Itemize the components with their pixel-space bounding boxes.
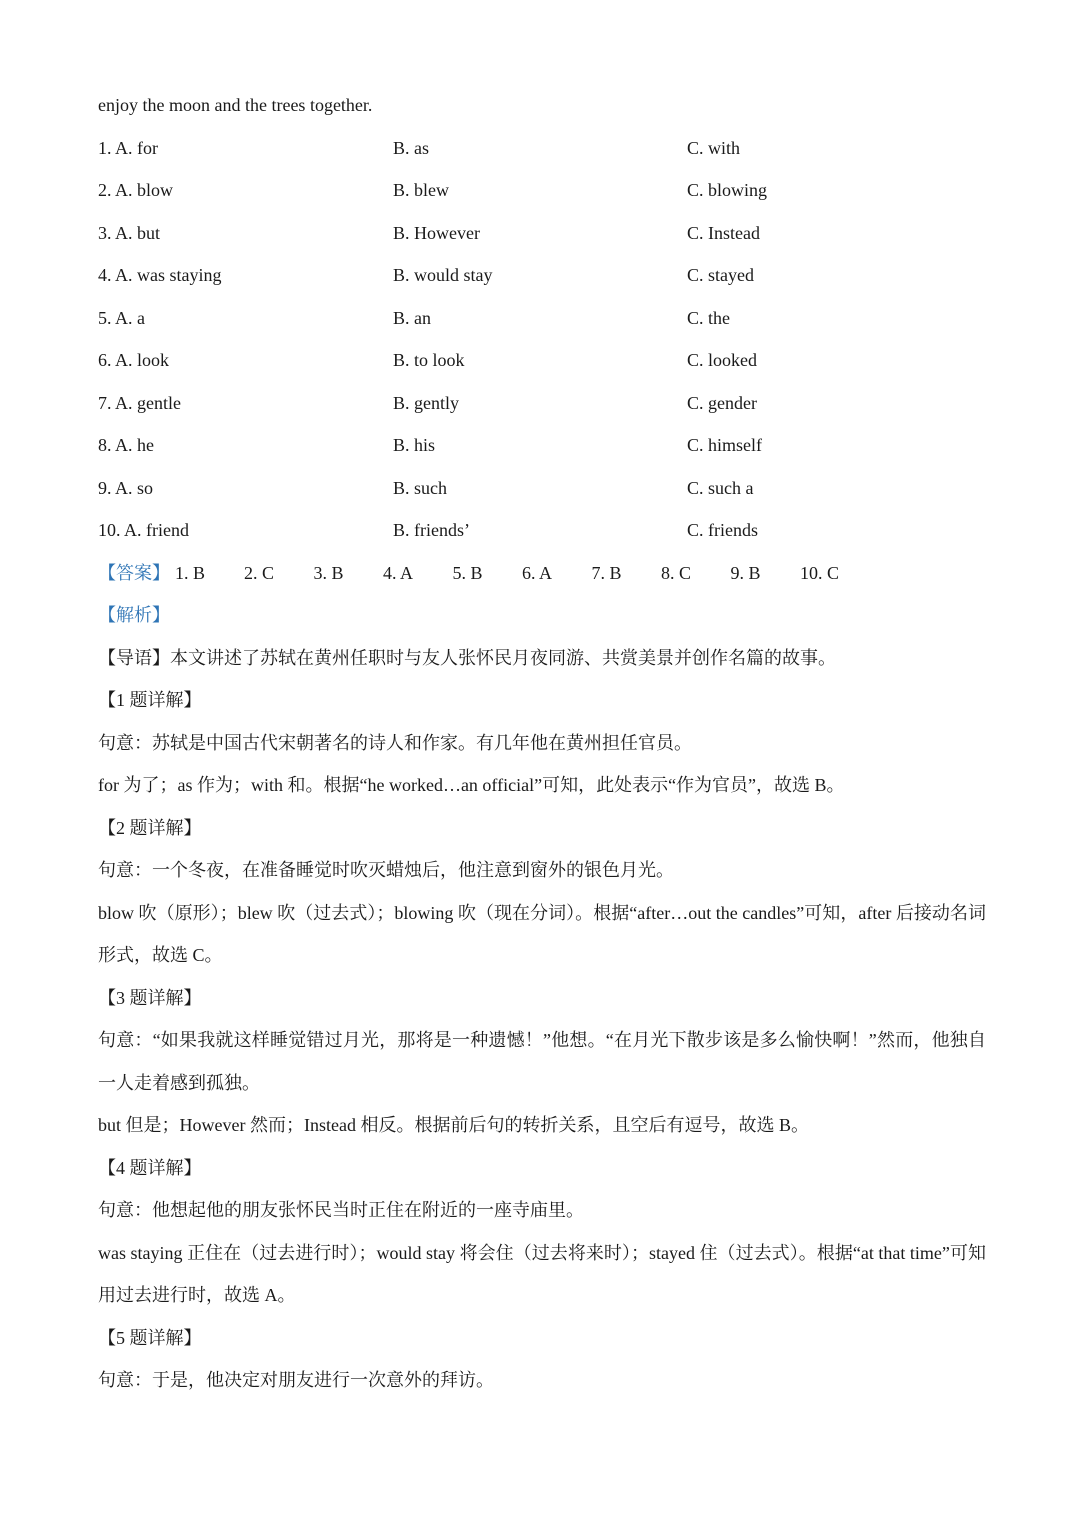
option-c: C. blowing bbox=[687, 180, 768, 200]
detail-heading: 【1 题详解】 bbox=[98, 690, 202, 710]
option-b: B. such bbox=[393, 477, 447, 498]
option-b: B. his bbox=[393, 435, 436, 455]
option-a: 8. A. he bbox=[98, 435, 154, 455]
question-list bbox=[98, 127, 986, 552]
question-row bbox=[98, 509, 986, 552]
answer-label: 【答案】 bbox=[98, 562, 170, 583]
detail-meaning: 句意：他想起他的朋友张怀民当时正住在附近的一座寺庙里。 bbox=[98, 1200, 584, 1220]
option-b: B. to look bbox=[393, 350, 465, 370]
option-a: 1. A. for bbox=[98, 137, 158, 158]
option-b: B. blew bbox=[393, 180, 449, 200]
detail-meaning: 句意：“如果我就这样睡觉错过月光，那将是一种遗憾！”他想。“在月光下散步该是多么愉快啊！”然而，他独自一人走着感到孤独。 bbox=[98, 1030, 986, 1093]
document-page bbox=[98, 84, 986, 1402]
option-c: C. gender bbox=[687, 392, 757, 413]
answer-item: 3. B bbox=[313, 562, 344, 583]
option-b: B. However bbox=[393, 222, 480, 243]
detail-explain: was staying 正住在（过去进行时）；would stay 将会住（过去将来时）；stayed 住（过去式）。根据“at that time”可知用过去进行时，故选 A。 bbox=[98, 1242, 986, 1305]
question-row bbox=[98, 467, 986, 510]
option-b: B. would stay bbox=[393, 265, 493, 285]
question-row bbox=[98, 382, 986, 425]
question-row bbox=[98, 339, 986, 382]
answer-item: 9. B bbox=[730, 562, 761, 583]
analysis-label: 【解析】 bbox=[98, 605, 170, 625]
option-a: 10. A. friend bbox=[98, 520, 189, 540]
option-a: 6. A. look bbox=[98, 350, 170, 370]
option-c: C. friends bbox=[687, 520, 758, 540]
answer-item: 10. C bbox=[800, 562, 840, 583]
detail-explain: blow 吹（原形）；blew 吹（过去式）；blowing 吹（现在分词）。根据“after…out the candles”可知，after 后接动名词形式，故选 C。 bbox=[98, 902, 986, 965]
option-c: C. such a bbox=[687, 477, 754, 498]
option-b: B. friends’ bbox=[393, 520, 470, 540]
option-a: 3. A. but bbox=[98, 222, 161, 243]
answer-item: 4. A bbox=[383, 562, 414, 583]
answer-item: 6. A bbox=[522, 562, 553, 583]
detail-heading: 【5 题详解】 bbox=[98, 1327, 202, 1348]
question-row bbox=[98, 169, 986, 212]
answer-item: 2. C bbox=[244, 562, 275, 583]
option-a: 4. A. was staying bbox=[98, 265, 222, 285]
detail-meaning: 句意：于是，他决定对朋友进行一次意外的拜访。 bbox=[98, 1370, 494, 1390]
answer-item: 8. C bbox=[661, 562, 692, 583]
option-c: C. himself bbox=[687, 435, 762, 455]
option-c: C. the bbox=[687, 307, 730, 328]
option-c: C. Instead bbox=[687, 222, 760, 243]
detail-meaning: 句意：苏轼是中国古代宋朝著名的诗人和作家。有几年他在黄州担任官员。 bbox=[98, 732, 692, 753]
question-row bbox=[98, 254, 986, 297]
option-a: 7. A. gentle bbox=[98, 392, 181, 413]
option-b: B. an bbox=[393, 307, 431, 328]
option-c: C. looked bbox=[687, 350, 757, 370]
answer-item: 5. B bbox=[452, 562, 483, 583]
detail-meaning: 句意：一个冬夜，在准备睡觉时吹灭蜡烛后，他注意到窗外的银色月光。 bbox=[98, 860, 674, 880]
detail-explain: for 为了；as 作为；with 和。根据“he worked…an official”可知，此处表示“作为官员”，故选 B。 bbox=[98, 775, 845, 795]
detail-heading: 【2 题详解】 bbox=[98, 817, 202, 838]
detail-heading: 【4 题详解】 bbox=[98, 1157, 202, 1178]
guide-text: 【导语】本文讲述了苏轼在黄州任职时与友人张怀民月夜同游、共赏美景并创作名篇的故事。 bbox=[98, 647, 836, 668]
question-row bbox=[98, 127, 986, 170]
option-a: 2. A. blow bbox=[98, 180, 174, 200]
option-a: 5. A. a bbox=[98, 307, 145, 328]
question-row bbox=[98, 424, 986, 467]
intro-tail: enjoy the moon and the trees together. bbox=[98, 95, 373, 115]
option-b: B. as bbox=[393, 137, 429, 158]
answer-key bbox=[98, 552, 986, 595]
question-row bbox=[98, 297, 986, 340]
option-a: 9. A. so bbox=[98, 477, 154, 498]
option-b: B. gently bbox=[393, 392, 459, 413]
option-c: C. stayed bbox=[687, 265, 754, 285]
detail-explain: but 但是；However 然而；Instead 相反。根据前后句的转折关系，且空后有逗号，故选 B。 bbox=[98, 1115, 809, 1135]
option-c: C. with bbox=[687, 137, 741, 158]
answer-item: 7. B bbox=[591, 562, 622, 583]
detail-heading: 【3 题详解】 bbox=[98, 987, 202, 1008]
question-row bbox=[98, 212, 986, 255]
answer-item: 1. B bbox=[175, 562, 206, 583]
